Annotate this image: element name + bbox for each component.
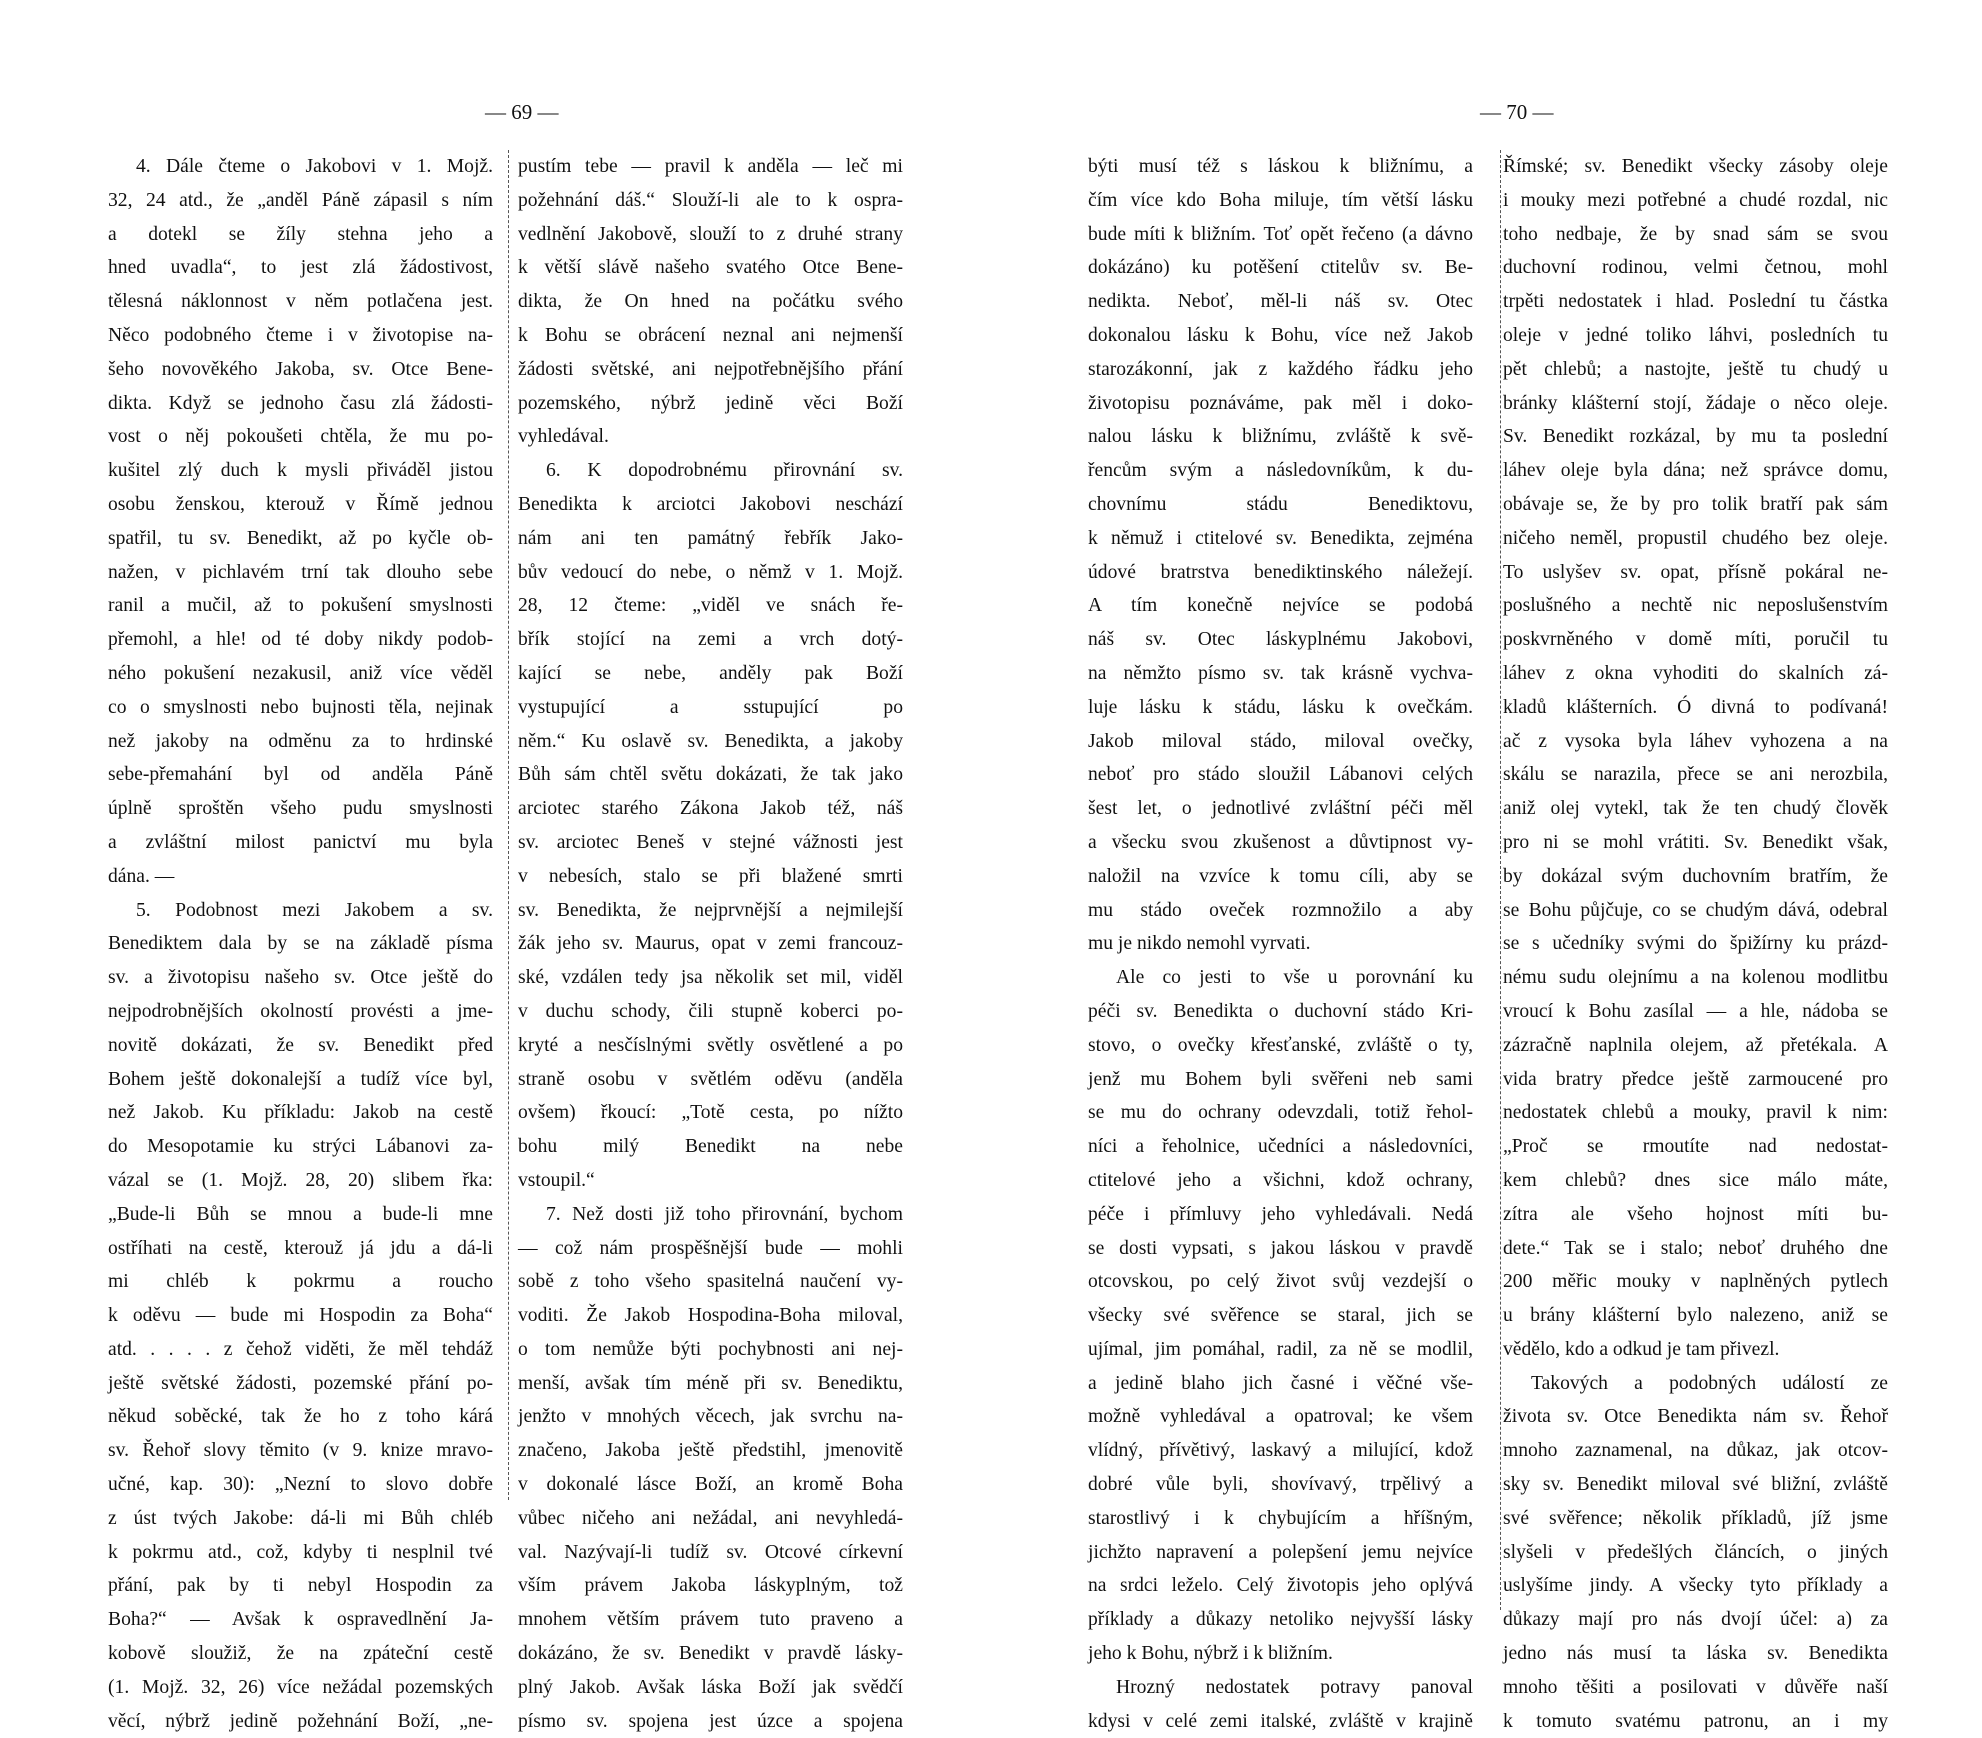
text-line: vstoupil.“ [518, 1169, 595, 1191]
column-divider-left-page [508, 150, 509, 1500]
text-line: péče i přímluvy jeho vyhledávali. Nedá [1088, 1203, 1473, 1225]
text-line: řencům svým a následovníkům, k du- [1088, 460, 1473, 482]
text-line: straně osobu v světlém oděvu (anděla [518, 1068, 903, 1090]
text-line: dokonalou lásku k Bohu, více než Jakob [1088, 324, 1473, 346]
text-line: vystupující a sstupující po [518, 696, 903, 718]
text-line: jeho k Bohu, nýbrž i k bližním. [1088, 1643, 1333, 1665]
text-line: šest let, o jednotlivé zvláštní péči měl [1088, 798, 1473, 820]
text-line: naložil na vzvíce k tomu cíli, aby se [1088, 865, 1473, 887]
text-line: Bůh sám chtěl světu dokázati, že tak jako [518, 764, 903, 786]
text-line: bránky klášterní stojí, žádaje o něco oleje. [1503, 392, 1888, 414]
page-number-right: — 70 — [1480, 100, 1554, 124]
text-line: na srdci leželo. Celý životopis jeho oplývá [1088, 1575, 1473, 1597]
text-line: Benediktem dala by se na základě písma [108, 933, 493, 955]
text-line: sv. Benedikta, že nejprvnější a nejmilejší [518, 899, 903, 921]
text-line: poskvrněného v domě míti, poručil tu [1503, 629, 1888, 651]
text-line: obávaje se, že by pro tolik bratří pak sám [1503, 493, 1888, 515]
text-line: spatřil, tu sv. Benedikt, až po kyčle ob- [108, 527, 493, 549]
text-line: k větší slávě našeho svatého Otce Bene- [518, 257, 903, 279]
text-line: písmo sv. spojena jest úzce a spojena [518, 1710, 903, 1732]
text-line: sv. Řehoř slovy těmito (v 9. knize mravo- [108, 1440, 493, 1462]
text-line: by dokázal svým duchovním bratřím, že [1503, 865, 1888, 887]
text-line: ské, vzdálen tedy jsa několik set mil, viděl [518, 967, 903, 989]
text-line: a jedině blaho jich časné i věčné vše- [1088, 1372, 1473, 1394]
text-line: býti musí též s láskou k bližnímu, a [1088, 156, 1473, 177]
text-line: žádosti světské, ani nejpotřebnějšího přání [518, 358, 903, 380]
text-line: jenžto v mnohých věcech, jak svrchu na- [518, 1406, 903, 1428]
text-line: i mouky mezi potřebné a chudé rozdal, nic [1503, 189, 1888, 211]
text-column-p70-left [1088, 150, 1473, 1738]
text-line: kryté a nesčíslnými světly osvětlené a po [518, 1034, 903, 1056]
text-line: menší, avšak tím méně při sv. Benediktu, [518, 1372, 903, 1394]
text-line: ujímal, jim pomáhal, radil, za ně se modlil, [1088, 1338, 1473, 1360]
text-line: pustím tebe — pravil k anděla — leč mi [518, 156, 903, 177]
text-line: chovnímu stádu Benediktovu, [1088, 493, 1473, 515]
text-line: ostříhati na cestě, kterouž já jdu a dá-li [108, 1237, 493, 1259]
text-line: na němžto písmo sv. tak krásně vychva- [1088, 662, 1473, 684]
text-line: mu je nikdo nemohl vyrvati. [1088, 933, 1311, 955]
text-line: kladů klášterních. Ó divná to podívaná! [1503, 696, 1888, 718]
text-line: sebe-přemahání byl od anděla Páně [108, 764, 493, 786]
text-line: bův vedoucí do nebe, o němž v 1. Mojž. [518, 561, 903, 583]
text-line: novitě dokázati, že sv. Benedikt před [108, 1034, 493, 1056]
text-line: kobově sloužiž, že na zpáteční cestě [108, 1643, 493, 1665]
text-line: val. Nazývají-li tudíž sv. Otcové církevní [518, 1541, 903, 1563]
text-line: Ale co jesti to vše u porovnání ku [1116, 967, 1473, 989]
text-line: vedlnění Jakobově, slouží to z druhé strany [518, 223, 903, 245]
text-line: pro ni se mohl vrátiti. Sv. Benedikt však, [1503, 831, 1888, 853]
text-line: u brány klášterní bylo nalezeno, aniž se [1503, 1305, 1888, 1327]
text-line: ovšem) řkoucí: „Totě cesta, po nížto [518, 1102, 903, 1124]
text-line: dikta. Když se jednoho času zlá žádosti- [108, 392, 493, 414]
text-line: sv. a životopisu našeho sv. Otce ještě do [108, 967, 493, 989]
text-line: kušitel zlý duch k mysli přiváděl jistou [108, 460, 493, 482]
text-line: učné, kap. 30): „Nezní to slovo dobře [108, 1474, 493, 1496]
text-line: Bohem ještě dokonalejší a tudíž více byl, [108, 1068, 493, 1090]
text-line: v duchu schody, čili stupně koberci po- [518, 1000, 903, 1022]
text-line: (1. Mojž. 32, 26) více nežádal pozemských [108, 1676, 493, 1698]
text-line: mi chléb k pokrmu a roucho [108, 1271, 493, 1293]
text-line: 4. Dále čteme o Jakobovi v 1. Mojž. [136, 156, 493, 177]
text-line: z úst tvých Jakobe: dá-li mi Bůh chléb [108, 1507, 493, 1529]
text-line: slyšeli v předešlých článcích, o jiných [1503, 1541, 1888, 1563]
text-line: údové bratrstva benediktinského náležejí. [1088, 561, 1473, 583]
text-line: ničeho neměl, propustil chudého bez oleje. [1503, 527, 1888, 549]
text-line: v nebesích, stalo se při blažené smrti [518, 865, 903, 887]
text-line: a všecku svou zkušenost a důvtipnost vy- [1088, 831, 1473, 853]
text-line: uslyšíme jindy. A všecky tyto příklady a [1503, 1575, 1888, 1597]
text-line: duchovní rodinou, velmi četnou, mohl [1503, 257, 1888, 279]
text-line: nalou lásku k bližnímu, zvláště k svě- [1088, 426, 1473, 448]
text-line: vida bratry předce ještě zarmoucené pro [1503, 1068, 1888, 1090]
text-line: všecky své svěřence se staral, jich se [1088, 1305, 1473, 1327]
text-line: žák jeho sv. Maurus, opat v zemi francouz- [518, 933, 903, 955]
text-line: mu stádo oveček rozmnožilo a aby [1088, 899, 1473, 921]
text-line: vlídný, přívětivý, laskavý a milující, kdož [1088, 1440, 1473, 1462]
text-line: sobě z toho všeho spasitelná naučení vy- [518, 1271, 903, 1293]
text-line: ještě světské žádosti, pozemské přání po- [108, 1372, 493, 1394]
text-line: života sv. Otce Benedikta nám sv. Řehoř [1503, 1406, 1888, 1428]
text-line: péči sv. Benedikta o duchovní stádo Kri- [1088, 1000, 1473, 1022]
text-line: přemohl, a hle! od té doby nikdy podob- [108, 629, 493, 651]
text-line: dete.“ Tak se i stalo; neboť druhého dne [1503, 1237, 1888, 1259]
text-line: a dotekl se žíly stehna jeho a [108, 223, 493, 245]
text-column-p69-right [518, 150, 903, 1738]
text-line: mnoho těšiti a posilovati v důvěře naší [1503, 1676, 1888, 1698]
text-line: nám ani ten památný řebřík Jako- [518, 527, 903, 549]
text-line: pět chlebů; a nastojte, ještě tu chudý u [1503, 358, 1888, 380]
text-line: životopisu poznáváme, pak měl i doko- [1088, 392, 1473, 414]
text-line: vědělo, kdo a odkud je tam přivezl. [1503, 1338, 1780, 1360]
text-line: své svěřence; několik příkladů, jíž jsme [1503, 1507, 1888, 1529]
text-line: úplně sproštěn všeho pudu smyslnosti [108, 798, 493, 820]
text-line: vost o něj pokoušeti chtěla, že mu po- [108, 426, 493, 448]
text-line: 28, 12 čteme: „viděl ve snách ře- [518, 595, 903, 617]
text-line: šeho novověkého Jakoba, sv. Otce Bene- [108, 358, 493, 380]
text-line: kající se nebe, anděly pak Boží [518, 662, 903, 684]
text-line: o tom nemůže býti pochybnosti ani nej- [518, 1338, 903, 1360]
text-line: kem chlebů? dnes sice málo máte, [1503, 1169, 1888, 1191]
text-line: Benedikta k arciotci Jakobovi neschází [518, 493, 903, 515]
text-line: To uslyšev sv. opat, přísně pokáral ne- [1503, 561, 1888, 583]
text-line: nému sudu olejnímu a na kolenou modlitbu [1503, 967, 1888, 989]
text-line: zázračně naplnila olejem, až přetékala. A [1503, 1034, 1888, 1056]
text-line: mnohem větším právem tuto praveno a [518, 1609, 903, 1631]
page-number-left: — 69 — [485, 100, 559, 124]
text-line: čím více kdo Boha miluje, tím větší lásku [1088, 189, 1473, 211]
text-line: břík stojící na zemi a vrch dotý- [518, 629, 903, 651]
text-line: se Bohu půjčuje, co se chudým dává, odebral [1503, 899, 1888, 921]
text-column-p69-left [108, 150, 493, 1738]
text-line: ného pokušení nezakusil, aniž více věděl [108, 662, 493, 684]
text-line: 5. Podobnost mezi Jakobem a sv. [136, 899, 493, 921]
text-line: láhev z okna vyhoditi do skalních zá- [1503, 662, 1888, 684]
text-line: vůbec ničeho ani nežádal, ani nevyhledá- [518, 1507, 903, 1529]
text-line: jenž mu Bohem byli svěřeni neb sami [1088, 1068, 1473, 1090]
text-line: bude míti k bližním. Toť opět řečeno (a dávno [1088, 223, 1473, 245]
text-line: jedno nás musí ta láska sv. Benedikta [1503, 1643, 1888, 1665]
text-line: Sv. Benedikt rozkázal, by mu ta poslední [1503, 426, 1888, 448]
text-line: osobu ženskou, kterouž v Římě jednou [108, 493, 493, 515]
text-line: zítra ale všeho hojnost míti bu- [1503, 1203, 1888, 1225]
text-line: se mu do ochrany odevzdali, totiž řehol- [1088, 1102, 1473, 1124]
text-line: značeno, Jakoba ještě předstihl, jmenovitě [518, 1440, 903, 1462]
text-line: do Mesopotamie ku strýci Lábanovi za- [108, 1136, 493, 1158]
text-line: nažen, v pichlavém trní tak dlouho sebe [108, 561, 493, 583]
text-line: Římské; sv. Benedikt všecky zásoby oleje [1503, 156, 1888, 177]
text-line: se dosti vypsati, s jakou láskou v pravdě [1088, 1237, 1473, 1259]
text-line: k oděvu — bude mi Hospodin za Boha“ [108, 1305, 493, 1327]
text-line: neboť pro stádo sloužil Lábanovi celých [1088, 764, 1473, 786]
text-line: dokázáno) ku potěšení ctitelův sv. Be- [1088, 257, 1473, 279]
text-line: někud soběcké, tak že ho z toho kárá [108, 1406, 493, 1428]
text-line: k němuž i ctitelové sv. Benedikta, zejména [1088, 527, 1473, 549]
column-divider-right-page [1500, 150, 1501, 1610]
text-line: Boha?“ — Avšak k ospravedlnění Ja- [108, 1609, 493, 1631]
text-line: se s učedníky svými do špižírny ku prázd- [1503, 933, 1888, 955]
text-column-p70-right [1503, 150, 1888, 1738]
text-line: něm.“ Ku oslavě sv. Benedikta, a jakoby [518, 730, 903, 752]
text-line: stovo, o ovečky křesťanské, zvláště o ty, [1088, 1034, 1473, 1056]
text-line: vyhledával. [518, 426, 609, 448]
text-line: náš sv. Otec láskyplnému Jakobovi, [1088, 629, 1473, 651]
text-line: než jakoby na odměnu za to hrdinské [108, 730, 493, 752]
text-line: „Bude-li Bůh se mnou a bude-li mne [108, 1203, 493, 1225]
text-line: možně vyhledával a opatroval; ke všem [1088, 1406, 1473, 1428]
text-line: nedikta. Neboť, měl-li náš sv. Otec [1088, 291, 1473, 313]
text-line: Takových a podobných událostí ze [1531, 1372, 1888, 1394]
text-line: starozákonní, jak z každého řádku jeho [1088, 358, 1473, 380]
text-line: nedostatek chlebů a mouky, pravil k nim: [1503, 1102, 1888, 1124]
text-line: ctitelové jeho a všichni, kdož ochrany, [1088, 1169, 1473, 1191]
text-line: přání, pak by ti nebyl Hospodin za [108, 1575, 493, 1597]
text-line: 7. Než dosti již toho přirovnání, bychom [546, 1203, 903, 1225]
text-line: skálu se narazila, přece se ani nerozbila, [1503, 764, 1888, 786]
text-line: v dokonalé lásce Boží, an kromě Boha [518, 1474, 903, 1496]
text-line: k pokrmu atd., což, kdyby ti nesplnil tvé [108, 1541, 493, 1563]
text-line: k Bohu se obrácení neznal ani nejmenší [518, 324, 903, 346]
text-line: arciotec starého Zákona Jakob též, náš [518, 798, 903, 820]
text-line: důkazy mají pro nás dvojí účel: a) za [1503, 1609, 1888, 1631]
text-line: A tím konečně nejvíce se podobá [1088, 595, 1473, 617]
text-line: k tomuto svatému patronu, an i my [1503, 1710, 1888, 1732]
text-line: dobré vůle byli, shovívavý, trpělivý a [1088, 1474, 1473, 1496]
text-line: sky sv. Benedikt miloval své bližní, zvláště [1503, 1474, 1888, 1496]
text-line: níci a řeholnice, učedníci a následovníci, [1088, 1136, 1473, 1158]
text-line: co o smyslnosti nebo bujnosti těla, nejinak [108, 696, 493, 718]
text-line: 6. K dopodrobnému přirovnání sv. [546, 460, 903, 482]
text-line: mnoho zaznamenal, na důkaz, jak otcov- [1503, 1440, 1888, 1462]
text-line: a zvláštní milost panictví mu byla [108, 831, 493, 853]
text-line: poslušného a nechtě nic neposlušenstvím [1503, 595, 1888, 617]
text-line: oleje v jedné toliko láhvi, posledních tu [1503, 324, 1888, 346]
text-line: toho nedbaje, že by snad sám se svou [1503, 223, 1888, 245]
text-line: starostlivý i k chybujícím a hříšným, [1088, 1507, 1473, 1529]
text-line: nejpodrobnějších okolností provésti a jme- [108, 1000, 493, 1022]
text-line: dokázáno, že sv. Benedikt v pravdě lásky- [518, 1643, 903, 1665]
text-line: hned uvadla“, to jest zlá žádostivost, [108, 257, 493, 279]
text-line: bohu milý Benedikt na nebe [518, 1136, 903, 1158]
text-line: tělesná náklonnost v něm potlačena jest. [108, 291, 493, 313]
text-line: ranil a mučil, až to pokušení smyslnosti [108, 595, 493, 617]
text-line: Něco podobného čteme i v životopise na- [108, 324, 493, 346]
text-line: atd. . . . . z čehož viděti, že měl tehdáž [108, 1338, 493, 1360]
text-line: vším právem Jakoba láskyplným, tož [518, 1575, 903, 1597]
text-line: plný Jakob. Avšak láska Boží jak svědčí [518, 1676, 903, 1698]
text-line: kdysi v celé zemi italské, zvláště v krajině [1088, 1710, 1473, 1732]
text-line: sv. arciotec Beneš v stejné vážnosti jest [518, 831, 903, 853]
text-line: aniž olej vytekl, tak že ten chudý člověk [1503, 798, 1888, 820]
text-line: ač z vysoka byla láhev vyhozena a na [1503, 730, 1888, 752]
text-line: dikta, že On hned na počátku svého [518, 291, 903, 313]
text-line: dána. — [108, 865, 175, 887]
text-line: 200 měřic mouky v naplněných pytlech [1503, 1271, 1888, 1293]
text-line: voditi. Že Jakob Hospodina-Boha miloval, [518, 1305, 903, 1327]
text-line: než Jakob. Ku příkladu: Jakob na cestě [108, 1102, 493, 1124]
text-line: luje lásku k stádu, lásku k ovečkám. [1088, 696, 1473, 718]
text-line: Hrozný nedostatek potravy panoval [1116, 1676, 1473, 1698]
text-line: příklady a důkazy netoliko nejvyšší lásky [1088, 1609, 1473, 1631]
text-line: jichžto napravení a polepšení jemu nejvíce [1088, 1541, 1473, 1563]
text-line: — což nám prospěšnější bude — mohli [518, 1237, 903, 1259]
text-line: otcovskou, po celý život svůj vezdejší o [1088, 1271, 1473, 1293]
text-line: „Proč se rmoutíte nad nedostat- [1503, 1136, 1888, 1158]
text-line: požehnání dáš.“ Slouží-li ale to k ospra- [518, 189, 903, 211]
text-line: věcí, nýbrž jedině požehnání Boží, „ne- [108, 1710, 493, 1732]
text-line: pozemského, nýbrž jedině věci Boží [518, 392, 903, 414]
text-line: 32, 24 atd., že „anděl Páně zápasil s ním [108, 189, 493, 211]
text-line: trpěti nedostatek i hlad. Poslední tu částka [1503, 291, 1888, 313]
text-line: láhev oleje byla dána; než správce domu, [1503, 460, 1888, 482]
text-line: vázal se (1. Mojž. 28, 20) slibem řka: [108, 1169, 493, 1191]
text-line: vroucí k Bohu zasílal — a hle, nádoba se [1503, 1000, 1888, 1022]
text-line: Jakob miloval stádo, miloval ovečky, [1088, 730, 1473, 752]
